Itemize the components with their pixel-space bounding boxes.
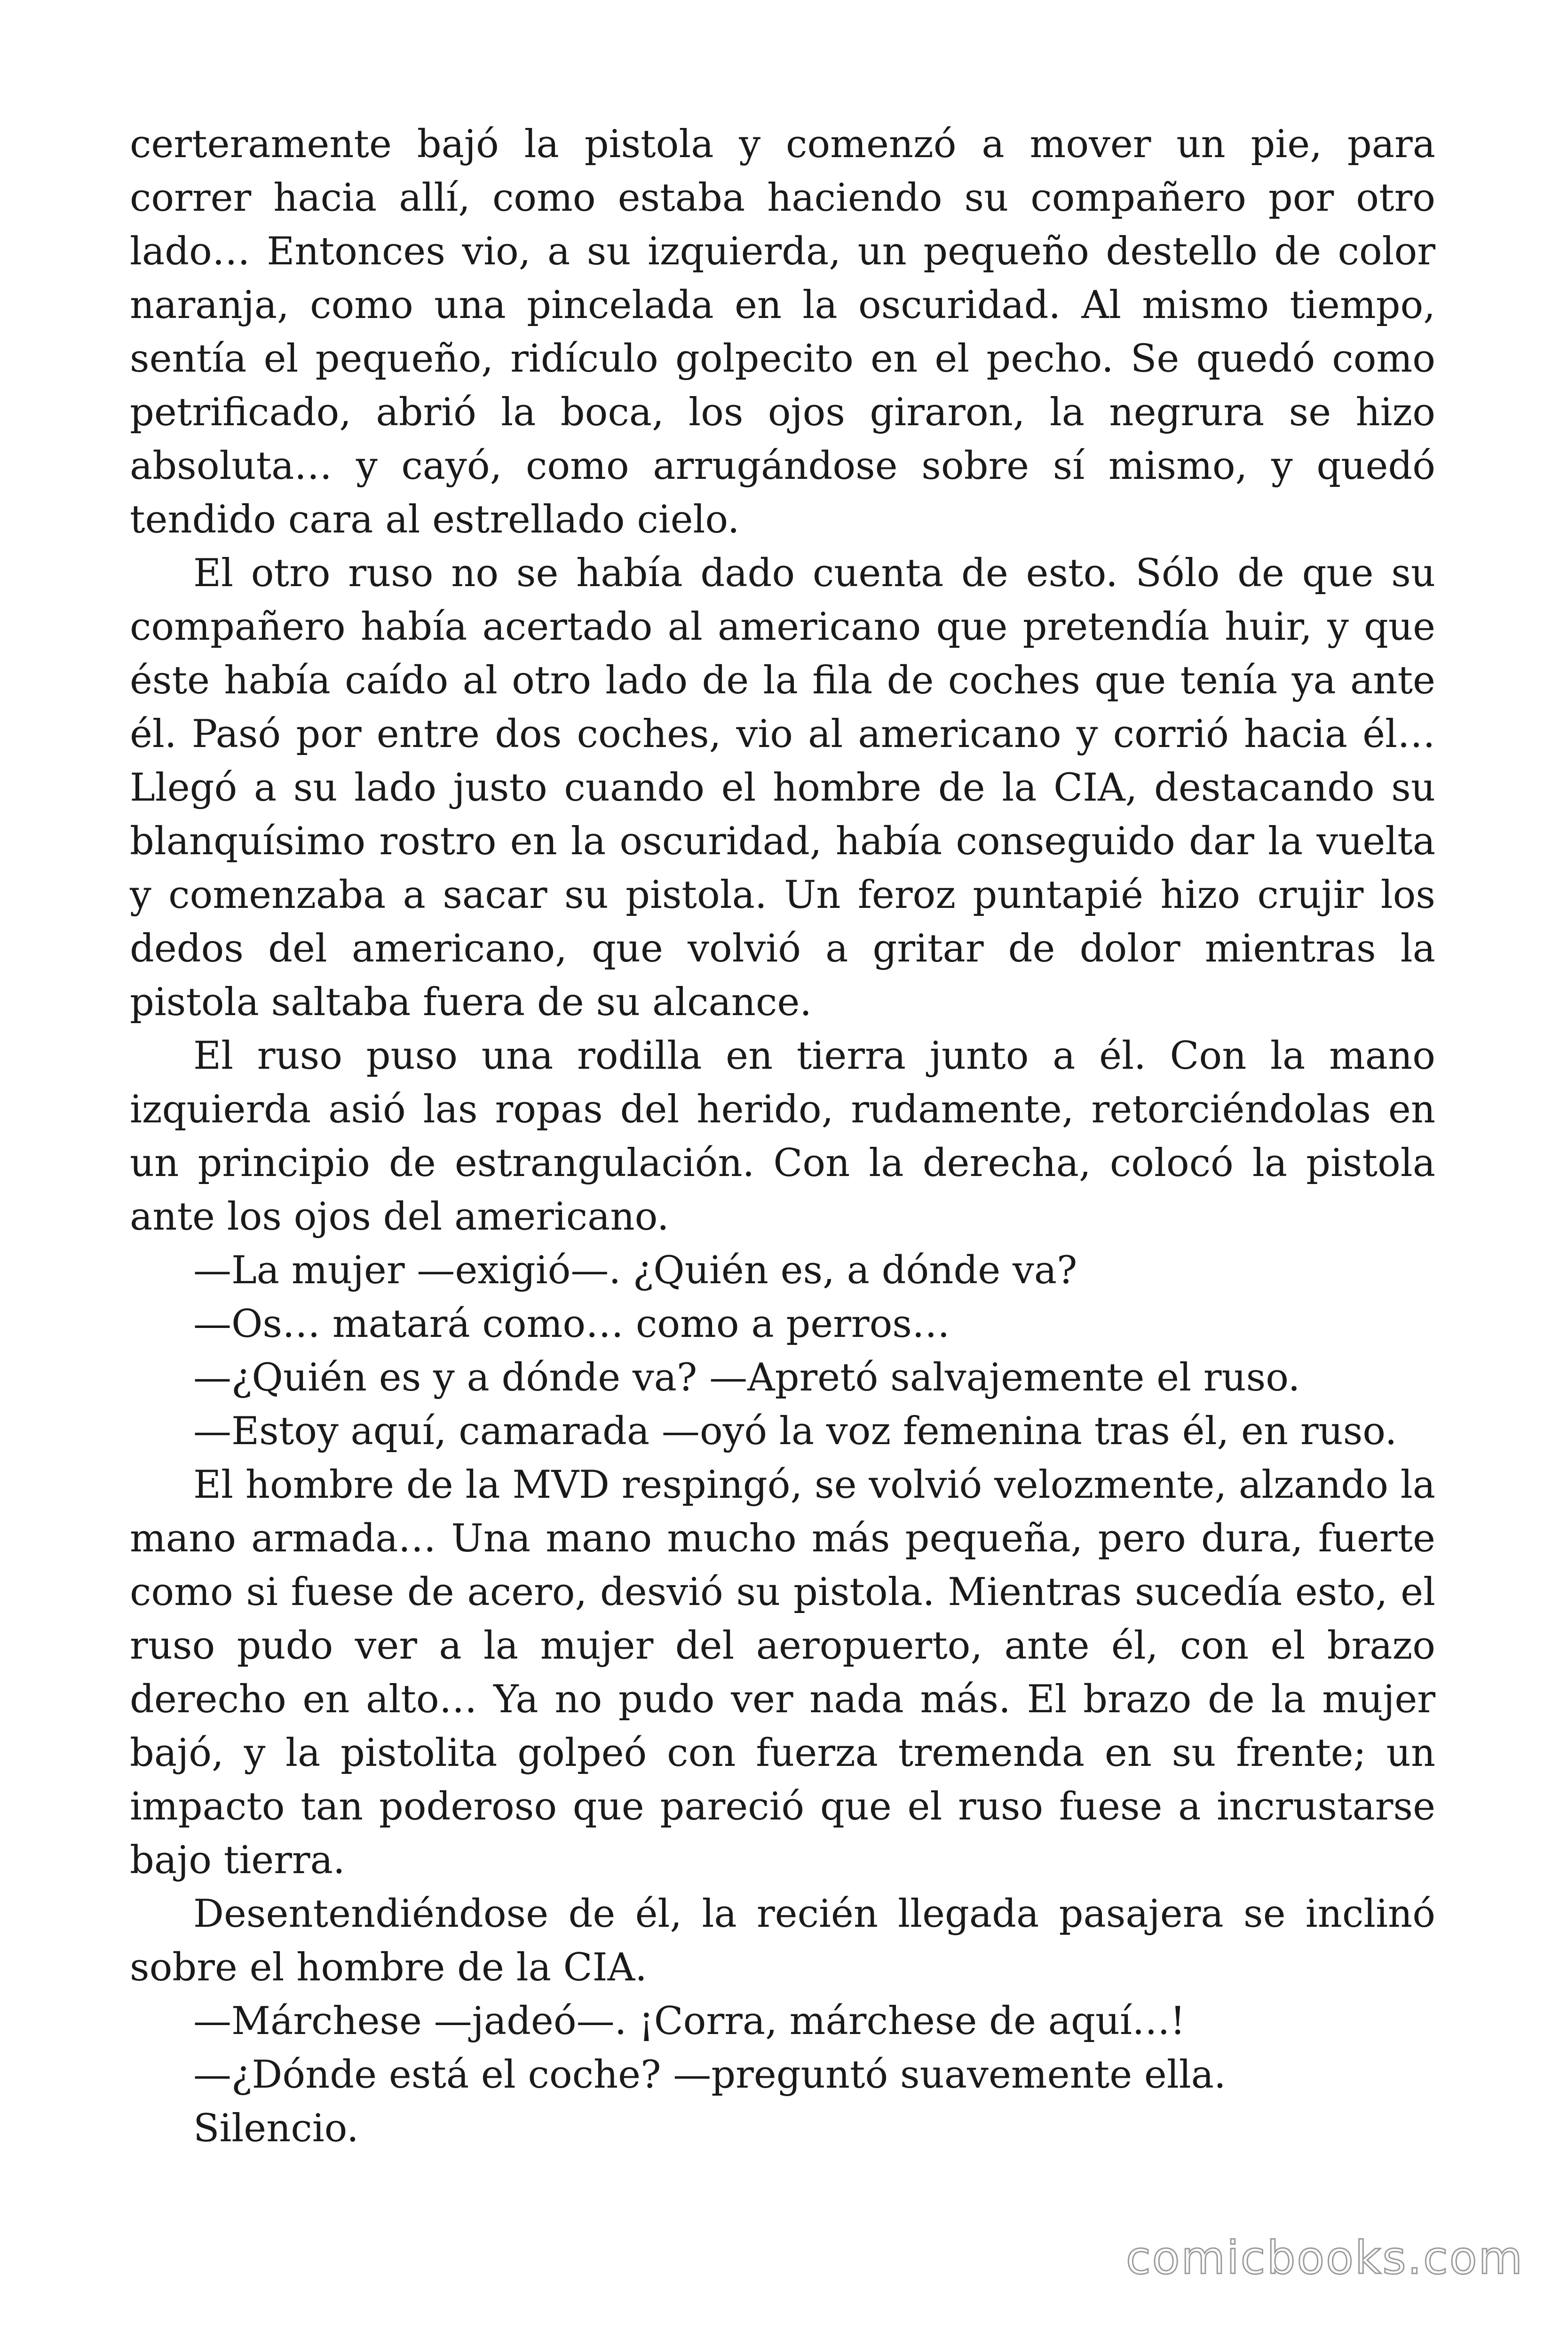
paragraph: Silencio. (193, 2106, 359, 2151)
dialogue-line: —¿Quién es y a dónde va? —Apretó salvajemente el ruso. (193, 1356, 1300, 1400)
paragraph: Desentendiéndose de él, la recién llegada pasajera se inclinó sobre el hombre de la CIA. (130, 1892, 1435, 1990)
dialogue-line: —Márchese —jadeó—. ¡Corra, márchese de aquí…! (193, 1999, 1186, 2043)
paragraph: El hombre de la MVD respingó, se volvió velozmente, alzando la mano armada… Una mano mucho más pequeña, pero dura, fuerte como si fuese de acero, desvió su pistola. Mientras sucedía esto, el ruso pudo ver a la mujer del aeropuerto, ante él, con el brazo derecho en alto… Ya no pudo ver nada más. El brazo de la mujer bajó, y la pistolita golpeó con fuerza tremenda en su frente; un impacto tan poderoso que pareció que el ruso fuese a incrustarse bajo tierra. (130, 1463, 1435, 1883)
paragraph: El otro ruso no se había dado cuenta de esto. Sólo de que su compañero había acertado al americano que pretendía huir, y que éste había caído al otro lado de la fila de coches que tenía ya ante él. Pasó por entre dos coches, vio al americano y corrió hacia él… Llegó a su lado justo cuando el hombre de la CIA, destacando su blanquísimo rostro en la oscuridad, había conseguido dar la vuelta y comenzaba a sacar su pistola. Un feroz puntapié hizo crujir los dedos del americano, que volvió a gritar de dolor mientras la pistola saltaba fuera de su alcance. (130, 551, 1435, 1025)
watermark: comicbooks.com (1125, 2232, 1524, 2284)
dialogue-line: —¿Dónde está el coche? —preguntó suavemente ella. (193, 2053, 1226, 2097)
dialogue-line: —Os… matará como… como a perros… (193, 1302, 950, 1346)
paragraph: El ruso puso una rodilla en tierra junto a él. Con la mano izquierda asió las ropas del herido, rudamente, retorciéndolas en un principio de estrangulación. Con la derecha, colocó la pistola ante los ojos del americano. (130, 1034, 1435, 1239)
dialogue-line: —Estoy aquí, camarada —oyó la voz femenina tras él, en ruso. (193, 1409, 1397, 1454)
body-text (130, 118, 1435, 2155)
paragraph: certeramente bajó la pistola y comenzó a mover un pie, para correr hacia allí, como estaba haciendo su compañero por otro lado… Entonces vio, a su izquierda, un pequeño destello de color naranja, como una pincelada en la oscuridad. Al mismo tiempo, sentía el pequeño, ridículo golpecito en el pecho. Se quedó como petrificado, abrió la boca, los ojos giraron, la negrura se hizo absoluta… y cayó, como arrugándose sobre sí mismo, y quedó tendido cara al estrellado cielo. (130, 122, 1435, 542)
dialogue-line: —La mujer —exigió—. ¿Quién es, a dónde va? (193, 1248, 1077, 1293)
